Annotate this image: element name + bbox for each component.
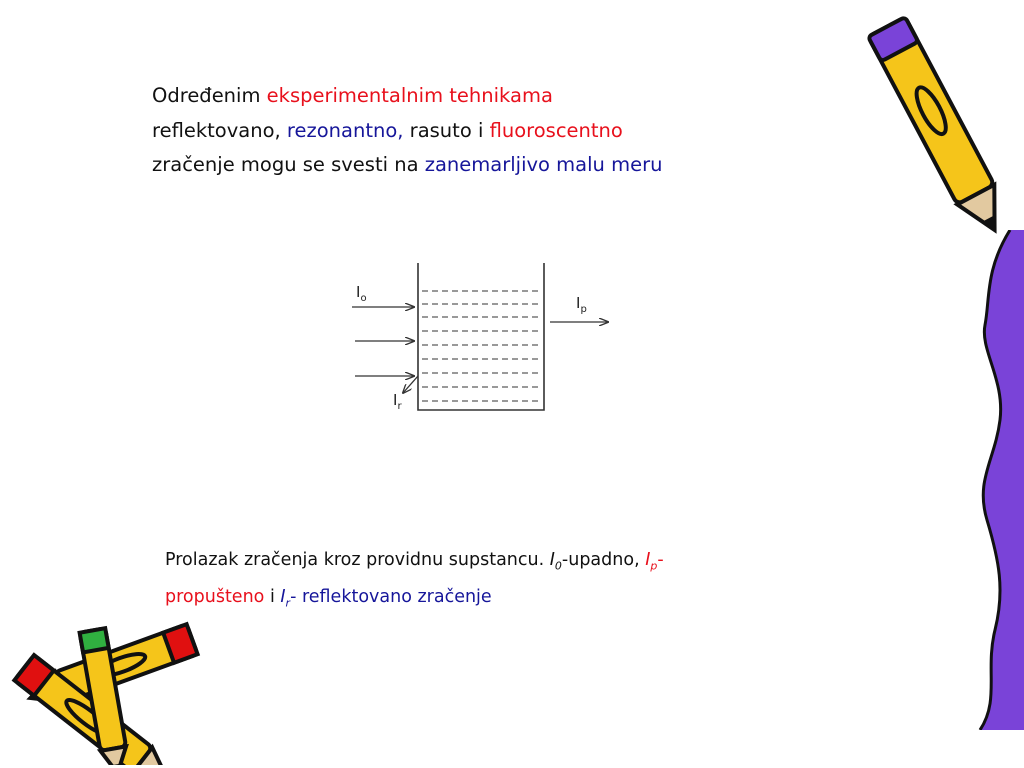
pencil-icon (860, 0, 1010, 250)
caption-dash: - (657, 550, 664, 570)
liquid-lines (422, 291, 540, 401)
caption-text: i (264, 586, 281, 607)
caption-highlight: propušteno (165, 586, 265, 607)
container (418, 263, 544, 410)
heading-text: reflektovano, (152, 119, 287, 142)
figure-caption (165, 545, 925, 618)
caption-highlight: - reflektovano zračenje (290, 586, 492, 607)
heading-line-1 (152, 78, 912, 114)
reflected-arrow (403, 376, 418, 393)
incident-arrows (352, 307, 414, 376)
heading-text: Određenim (152, 84, 267, 107)
slide-heading (152, 78, 912, 182)
symbol-ip: I (645, 550, 651, 570)
heading-highlight: rezonantno, (286, 119, 404, 142)
symbol-ir-sub: r (285, 596, 291, 609)
symbol-ip-sub: p (650, 559, 658, 573)
decorative-wave (965, 230, 1024, 730)
caption-line-1 (165, 545, 925, 582)
heading-line-2 (152, 114, 912, 148)
symbol-ir: I (280, 586, 286, 607)
heading-text: zračenje mogu se svesti na (152, 153, 425, 176)
label-transmitted: $I_p$ (576, 294, 587, 315)
heading-line-3 (152, 148, 912, 182)
pencils-icon (0, 615, 210, 765)
symbol-i0: I (549, 550, 555, 570)
caption-text: -upadno, (561, 550, 646, 570)
caption-line-2 (165, 582, 925, 619)
heading-text: rasuto i (403, 119, 490, 142)
heading-highlight: eksperimentalnim tehnikama (266, 84, 553, 107)
label-reflected: $I_r$ (393, 391, 402, 412)
symbol-i0-sub: 0 (554, 559, 562, 573)
caption-text: Prolazak zračenja kroz providnu supstancu. (165, 550, 550, 570)
transmission-diagram (300, 235, 620, 445)
heading-highlight: zanemarljivo malu meru (424, 153, 663, 176)
heading-highlight: fluoroscentno (489, 119, 623, 142)
label-incident: $I_o$ (356, 283, 367, 304)
